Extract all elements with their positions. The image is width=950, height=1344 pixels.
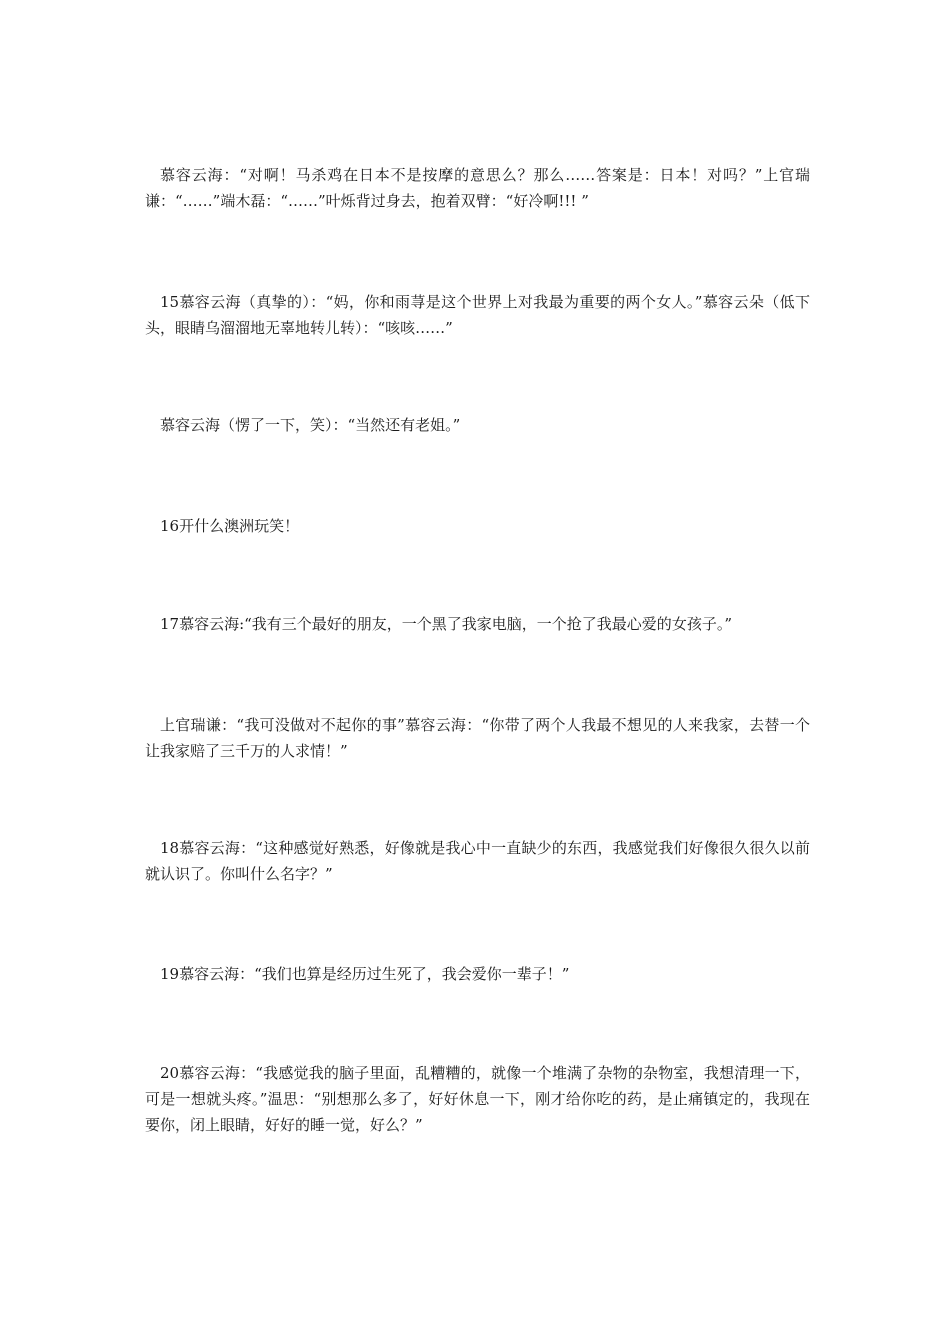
paragraph-7: 18慕容云海：“这种感觉好熟悉，好像就是我心中一直缺少的东西，我感觉我们好像很久很久以前就认识了。你叫什么名字？” [145,839,810,883]
paragraph-1: 慕容云海：“对啊！马杀鸡在日本不是按摩的意思么？那么……答案是：日本！对吗？”上官瑞谦：“……”端木磊：“……”叶烁背过身去，抱着双臂：“好冷啊!!! ” [145,166,810,210]
paragraph-5: 17慕容云海:“我有三个最好的朋友，一个黑了我家电脑，一个抢了我最心爱的女孩子。” [160,615,732,633]
paragraph-4: 16开什么澳洲玩笑！ [160,517,300,535]
paragraph-3: 慕容云海（愣了一下，笑）：“当然还有老姐。” [160,416,461,434]
paragraph-6: 上官瑞谦：“我可没做对不起你的事”慕容云海：“你带了两个人我最不想见的人来我家，去替一个让我家赔了三千万的人求情！” [145,716,810,760]
paragraph-9: 20慕容云海：“我感觉我的脑子里面，乱糟糟的，就像一个堆满了杂物的杂物室，我想清理一下，可是一想就头疼。”温思：“别想那么多了，好好休息一下，刚才给你吃的药，是止痛镇定的，我现在要你，闭上眼睛，好好的睡一觉，好么？” [145,1064,810,1134]
paragraph-8: 19慕容云海：“我们也算是经历过生死了，我会爱你一辈子！” [160,965,570,983]
paragraph-2: 15慕容云海（真挚的）：“妈，你和雨荨是这个世界上对我最为重要的两个女人。”慕容云朵（低下头，眼睛乌溜溜地无辜地转儿转）：“咳咳……” [145,293,810,337]
